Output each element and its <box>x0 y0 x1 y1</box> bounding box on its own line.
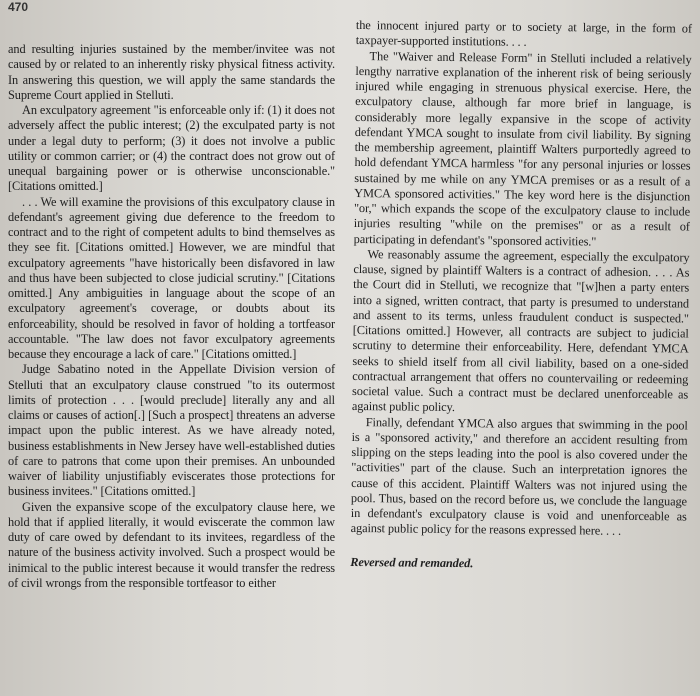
paragraph: Judge Sabatino noted in the Appellate Division version of Stelluti that an exculpatory clause construed "to its outermost limits of protection . . . [would preclude] literally any and all claims or causes of action[.] [Such a prospect] threatens an adverse impact upon the public interest. As we have already noted, business establishments in New Jersey have well-established duties of care to patrons that come upon their premises. An unbounded waiver of liability unjustifiably eviscerates those protections for business invitees." [Citations omitted.] <box>8 362 335 499</box>
paragraph: An exculpatory agreement "is enforceable only if: (1) it does not adversely affect the public interest; (2) the exculpated party is not under a legal duty to perform; (3) it does not involve a public utility or common carrier; or (4) the contract does not grow out of unequal bargaining power or is otherwise unconscionable." [Citations omitted.] <box>8 103 335 194</box>
page-number: 470 <box>8 0 29 14</box>
paragraph: . . . We will examine the provisions of this exculpatory clause in defendant's agreement giving due deference to the freedom to contract and to the right of competent adults to bind themselves as they see fit. [Citations omitted.] However, we are mindful that exculpatory agreements "have historically been disfavored in law and thus have been subjected to close judicial scrutiny." [Citations omitted.] Any ambiguities in language about the scope of an exculpatory agreement's coverage, or doubts about its enforceability, should be resolved in favor of holding a tortfeasor accountable. "The law does not favor exculpatory agreements because they encourage a lack of care." [Citations omitted.] <box>8 194 335 361</box>
paragraph: and resulting injuries sustained by the member/invitee was not caused by or related to an inherently risky physical fitness activity. In answering this question, we will apply the same standards the Supreme Court applied in Stelluti. <box>8 42 335 102</box>
paragraph: the innocent injured party or to society at large, in the form of taxpayer-supported institutions. . . . <box>355 18 692 50</box>
right-column <box>350 18 692 573</box>
left-column <box>8 42 335 591</box>
paragraph: Finally, defendant YMCA also argues that swimming in the pool is a "sponsored activity," and therefore an accident resulting from slipping on the steps leading into the pool is also covered under the "activities" part of the clause. Such an interpretation ignores the cause of this accident. Plaintiff Walters was not injured using the pool. Thus, based on the record before us, we conclude the language in defendant's exculpatory clause is void and unenforceable as against public policy for the reasons expressed here. . . . <box>350 414 688 539</box>
paragraph: We reasonably assume the agreement, especially the exculpatory clause, signed by plaintiff Walters is a contract of adhesion. . . . As the Court did in Stelluti, we recognize that "[w]hen a party enters into a signed, written contract, that party is presumed to understand and assent to its terms, unless fraudulent conduct is suspected." [Citations omitted.] However, all contracts are subject to judicial scrutiny to determine their enforceability. Here, defendant YMCA seeks to shield itself from all civil liability, based on a one-sided contractual arrangement that offers no countervailing or redeeming societal value. Such a contract must be declared unenforceable as against public policy. <box>351 246 690 415</box>
paragraph: Given the expansive scope of the exculpatory clause here, we hold that if applied literally, it would eviscerate the common law duty of care owed by defendant to its invitees, regardless of the nature of the business activity involved. Such a prospect would be inimical to the public interest because it would transfer the redress of civil wrongs from the responsible tortfeasor to either <box>8 499 335 590</box>
paragraph: The "Waiver and Release Form" in Stelluti included a relatively lengthy narrative explanation of the inherent risk of being seriously injured while engaging in strenuous physical exercise. Here, the exculpatory clause, although far more brief in language, is considerably more legally expansive in the scope of activity defendant YMCA sought to insulate from civil liability. By signing the membership agreement, plaintiff Walters purportedly agreed to hold defendant YMCA harmless "for any personal injuries or losses sustained by me while on any YMCA premises or as a result of a YMCA sponsored activities." The key word here is the disjunction "or," which expands the scope of the exculpatory clause to include injuries resulting "while on the premises" or as a result of participating in defendant's "sponsored activities." <box>353 48 692 249</box>
closing-line: Reversed and remanded. <box>350 554 474 570</box>
